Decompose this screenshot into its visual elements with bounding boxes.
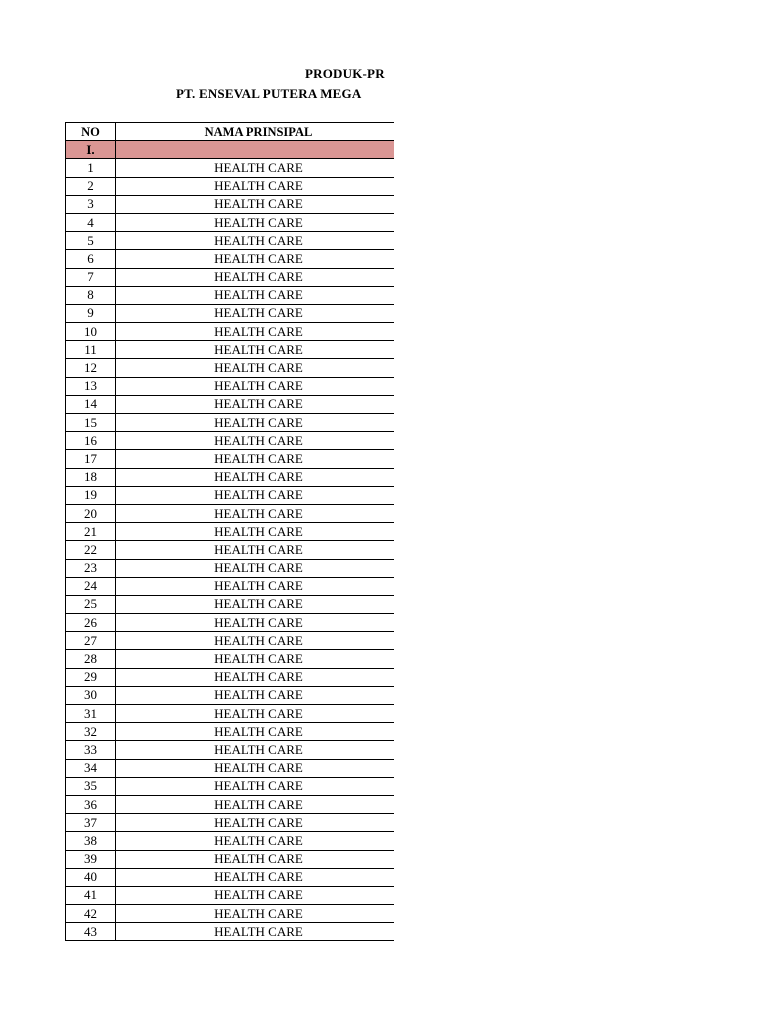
table-header-row <box>66 123 395 141</box>
table-row <box>66 177 395 195</box>
principal-name: HEALTH CARE <box>116 177 395 195</box>
row-number: 23 <box>66 559 116 577</box>
table-row <box>66 595 395 613</box>
table-row <box>66 523 395 541</box>
row-number: 41 <box>66 886 116 904</box>
row-number: 9 <box>66 304 116 322</box>
principal-name: HEALTH CARE <box>116 814 395 832</box>
table-row <box>66 250 395 268</box>
row-number: 2 <box>66 177 116 195</box>
row-number: 20 <box>66 504 116 522</box>
principal-name: HEALTH CARE <box>116 468 395 486</box>
principal-name: HEALTH CARE <box>116 850 395 868</box>
principal-name: HEALTH CARE <box>116 777 395 795</box>
table-row <box>66 632 395 650</box>
principal-name: HEALTH CARE <box>116 741 395 759</box>
principal-name: HEALTH CARE <box>116 486 395 504</box>
principal-name: HEALTH CARE <box>116 723 395 741</box>
row-number: 1 <box>66 159 116 177</box>
table-row <box>66 304 395 322</box>
principal-name: HEALTH CARE <box>116 705 395 723</box>
column-header-nama-prinsipal: NAMA PRINSIPAL <box>116 123 395 141</box>
principal-name: HEALTH CARE <box>116 577 395 595</box>
row-number: 42 <box>66 905 116 923</box>
table-row <box>66 777 395 795</box>
principal-name: HEALTH CARE <box>116 432 395 450</box>
section-name <box>116 141 395 159</box>
principal-name: HEALTH CARE <box>116 614 395 632</box>
document-title: PRODUK-PR <box>305 66 385 81</box>
principal-name: HEALTH CARE <box>116 232 395 250</box>
row-number: 26 <box>66 614 116 632</box>
principal-name: HEALTH CARE <box>116 541 395 559</box>
table-row <box>66 650 395 668</box>
table-row <box>66 814 395 832</box>
principal-name: HEALTH CARE <box>116 759 395 777</box>
principal-name: HEALTH CARE <box>116 159 395 177</box>
row-number: 36 <box>66 795 116 813</box>
principal-name: HEALTH CARE <box>116 450 395 468</box>
row-number: 14 <box>66 395 116 413</box>
principal-name: HEALTH CARE <box>116 795 395 813</box>
table-row <box>66 886 395 904</box>
principal-name: HEALTH CARE <box>116 323 395 341</box>
table-row <box>66 614 395 632</box>
company-title: PT. ENSEVAL PUTERA MEGA <box>176 86 362 101</box>
table-row <box>66 868 395 886</box>
principal-name: HEALTH CARE <box>116 632 395 650</box>
principal-name: HEALTH CARE <box>116 886 395 904</box>
table-row <box>66 414 395 432</box>
table-row <box>66 759 395 777</box>
section-number: I. <box>66 141 116 159</box>
row-number: 27 <box>66 632 116 650</box>
table-row <box>66 486 395 504</box>
principal-name: HEALTH CARE <box>116 686 395 704</box>
table-row <box>66 377 395 395</box>
row-number: 10 <box>66 323 116 341</box>
principal-name: HEALTH CARE <box>116 268 395 286</box>
table-row <box>66 832 395 850</box>
principal-name: HEALTH CARE <box>116 377 395 395</box>
principal-name: HEALTH CARE <box>116 559 395 577</box>
table-row <box>66 232 395 250</box>
row-number: 25 <box>66 595 116 613</box>
principal-name: HEALTH CARE <box>116 250 395 268</box>
section-row <box>66 141 395 159</box>
row-number: 24 <box>66 577 116 595</box>
table-row <box>66 341 395 359</box>
row-number: 4 <box>66 213 116 231</box>
row-number: 30 <box>66 686 116 704</box>
principal-name: HEALTH CARE <box>116 395 395 413</box>
principal-name: HEALTH CARE <box>116 414 395 432</box>
table-row <box>66 705 395 723</box>
table-row <box>66 668 395 686</box>
row-number: 31 <box>66 705 116 723</box>
row-number: 8 <box>66 286 116 304</box>
table-body <box>66 141 395 941</box>
column-header-no: NO <box>66 123 116 141</box>
row-number: 3 <box>66 195 116 213</box>
principal-name: HEALTH CARE <box>116 905 395 923</box>
row-number: 38 <box>66 832 116 850</box>
row-number: 40 <box>66 868 116 886</box>
principal-name: HEALTH CARE <box>116 523 395 541</box>
table-row <box>66 268 395 286</box>
row-number: 11 <box>66 341 116 359</box>
table-row <box>66 286 395 304</box>
table-row <box>66 195 395 213</box>
table-row <box>66 395 395 413</box>
row-number: 19 <box>66 486 116 504</box>
table-row <box>66 159 395 177</box>
table-row <box>66 923 395 941</box>
row-number: 6 <box>66 250 116 268</box>
principal-name: HEALTH CARE <box>116 304 395 322</box>
principal-name: HEALTH CARE <box>116 923 395 941</box>
table-row <box>66 450 395 468</box>
principal-name: HEALTH CARE <box>116 832 395 850</box>
principal-name: HEALTH CARE <box>116 195 395 213</box>
table-row <box>66 559 395 577</box>
row-number: 22 <box>66 541 116 559</box>
table-row <box>66 741 395 759</box>
table-row <box>66 795 395 813</box>
row-number: 15 <box>66 414 116 432</box>
row-number: 33 <box>66 741 116 759</box>
table-row <box>66 504 395 522</box>
table-row <box>66 850 395 868</box>
principal-name: HEALTH CARE <box>116 868 395 886</box>
row-number: 34 <box>66 759 116 777</box>
row-number: 12 <box>66 359 116 377</box>
row-number: 13 <box>66 377 116 395</box>
row-number: 28 <box>66 650 116 668</box>
principal-name: HEALTH CARE <box>116 668 395 686</box>
principal-name: HEALTH CARE <box>116 286 395 304</box>
table-row <box>66 213 395 231</box>
principal-name: HEALTH CARE <box>116 650 395 668</box>
row-number: 16 <box>66 432 116 450</box>
row-number: 32 <box>66 723 116 741</box>
table-row <box>66 359 395 377</box>
table-row <box>66 905 395 923</box>
table-row <box>66 541 395 559</box>
principal-table <box>65 122 394 941</box>
row-number: 7 <box>66 268 116 286</box>
row-number: 39 <box>66 850 116 868</box>
row-number: 18 <box>66 468 116 486</box>
principal-name: HEALTH CARE <box>116 359 395 377</box>
principal-name: HEALTH CARE <box>116 213 395 231</box>
principal-name: HEALTH CARE <box>116 504 395 522</box>
row-number: 37 <box>66 814 116 832</box>
principal-name: HEALTH CARE <box>116 595 395 613</box>
principal-name: HEALTH CARE <box>116 341 395 359</box>
table-row <box>66 686 395 704</box>
table-row <box>66 323 395 341</box>
row-number: 5 <box>66 232 116 250</box>
row-number: 17 <box>66 450 116 468</box>
table-row <box>66 577 395 595</box>
table-row <box>66 468 395 486</box>
row-number: 43 <box>66 923 116 941</box>
row-number: 35 <box>66 777 116 795</box>
table-row <box>66 432 395 450</box>
row-number: 21 <box>66 523 116 541</box>
row-number: 29 <box>66 668 116 686</box>
table-row <box>66 723 395 741</box>
